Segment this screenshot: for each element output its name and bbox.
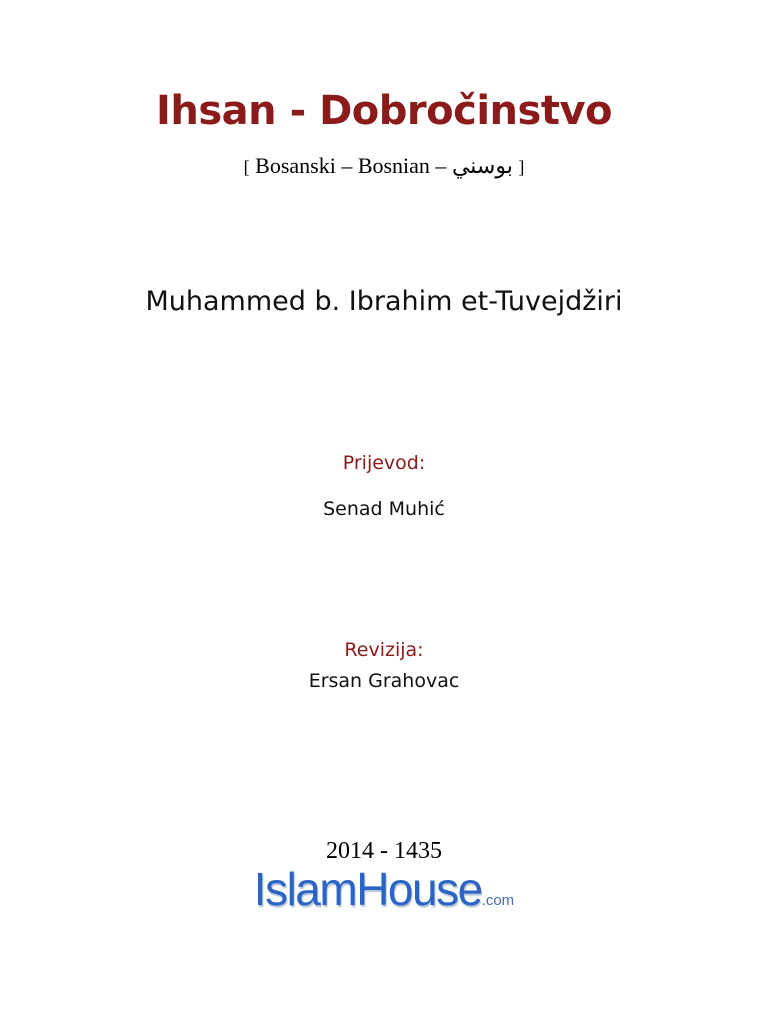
- publication-year: 2014 - 1435: [326, 838, 442, 864]
- logo-wordmark: IslamHouse: [253, 863, 482, 915]
- language-text: Bosanski – Bosnian – بوسني: [255, 153, 513, 178]
- book-title: Ihsan - Dobročinstvo: [156, 88, 612, 134]
- language-line: [0, 153, 768, 179]
- close-bracket: ]: [518, 157, 525, 177]
- author-name: Muhammed b. Ibrahim et-Tuvejdžiri: [145, 286, 623, 317]
- islamhouse-logo: [0, 862, 768, 916]
- translator-name: Senad Muhić: [323, 498, 445, 520]
- logo-domain-suffix: .com: [481, 892, 515, 909]
- reviser-name: Ersan Grahovac: [308, 670, 460, 692]
- translation-label: Prijevod:: [342, 452, 426, 474]
- open-bracket: [: [243, 157, 250, 177]
- revision-label: Revizija:: [344, 639, 424, 661]
